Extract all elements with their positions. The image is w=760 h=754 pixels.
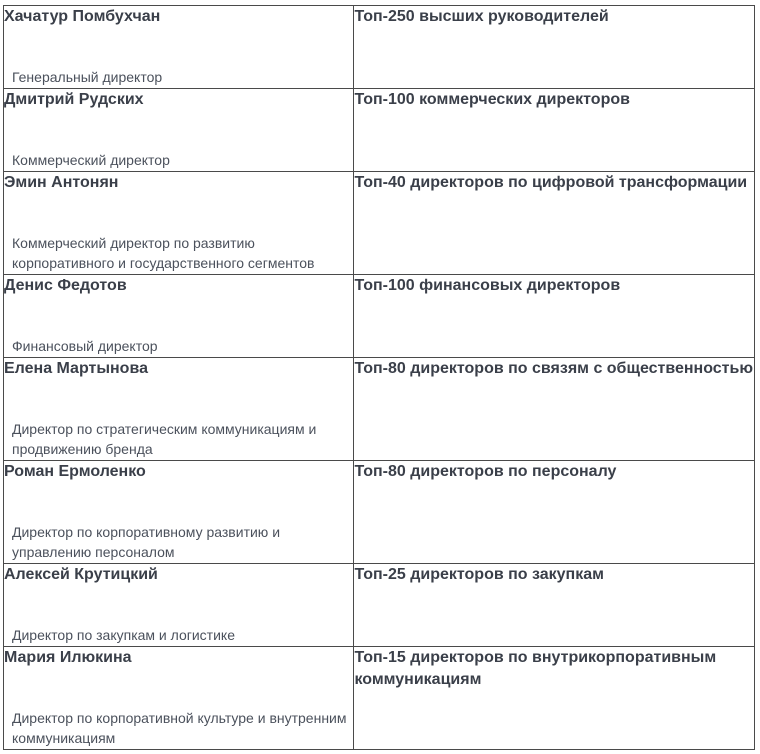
person-cell — [4, 6, 354, 89]
rating-title: Топ-25 директоров по закупкам — [354, 566, 604, 583]
rating-cell — [354, 647, 755, 750]
rating-cell — [354, 89, 755, 172]
person-name: Алексей Крутицкий — [4, 566, 158, 583]
person-cell — [4, 275, 354, 358]
table-row — [4, 564, 755, 647]
person-name: Елена Мартынова — [4, 360, 148, 377]
table-row — [4, 358, 755, 461]
table-row — [4, 172, 755, 275]
rating-title: Топ-80 директоров по персоналу — [354, 463, 617, 480]
ratings-table — [3, 5, 755, 750]
rating-cell — [354, 172, 755, 275]
person-name: Эмин Антонян — [4, 174, 119, 191]
rating-cell — [354, 564, 755, 647]
rating-cell — [354, 358, 755, 461]
rating-title: Топ-15 директоров по внутрикорпоративным коммуникациям — [354, 649, 717, 688]
person-cell — [4, 564, 354, 647]
person-role: Директор по закупкам и логистике — [12, 627, 235, 643]
person-name: Роман Ермоленко — [4, 463, 146, 480]
person-role: Генеральный директор — [12, 69, 163, 85]
person-role: Директор по корпоративной культуре и внутренним коммуникациям — [12, 710, 347, 746]
person-cell — [4, 647, 354, 750]
person-cell — [4, 358, 354, 461]
person-role: Директор по корпоративному развитию и управлению персоналом — [12, 524, 281, 560]
person-cell — [4, 172, 354, 275]
table-row — [4, 89, 755, 172]
person-cell — [4, 89, 354, 172]
person-role: Коммерческий директор — [12, 152, 170, 168]
rating-cell — [354, 6, 755, 89]
rating-title: Топ-40 директоров по цифровой трансформации — [354, 174, 748, 191]
rating-title: Топ-100 финансовых директоров — [354, 277, 621, 294]
person-cell — [4, 461, 354, 564]
rating-cell — [354, 461, 755, 564]
rating-title: Топ-250 высших руководителей — [354, 8, 609, 25]
person-role: Коммерческий директор по развитию корпоративного и государственного сегментов — [12, 235, 315, 271]
rating-title: Топ-100 коммерческих директоров — [354, 91, 630, 108]
table-row — [4, 6, 755, 89]
person-name: Хачатур Помбухчан — [4, 8, 161, 25]
table-row — [4, 275, 755, 358]
rating-title: Топ-80 директоров по связям с общественностью — [354, 360, 754, 377]
rating-cell — [354, 275, 755, 358]
table-row — [4, 647, 755, 750]
person-role: Финансовый директор — [12, 338, 158, 354]
table-row — [4, 461, 755, 564]
person-name: Денис Федотов — [4, 277, 127, 294]
person-name: Мария Илюкина — [4, 649, 132, 666]
person-name: Дмитрий Рудских — [4, 91, 144, 108]
person-role: Директор по стратегическим коммуникациям и продвижению бренда — [12, 421, 317, 457]
